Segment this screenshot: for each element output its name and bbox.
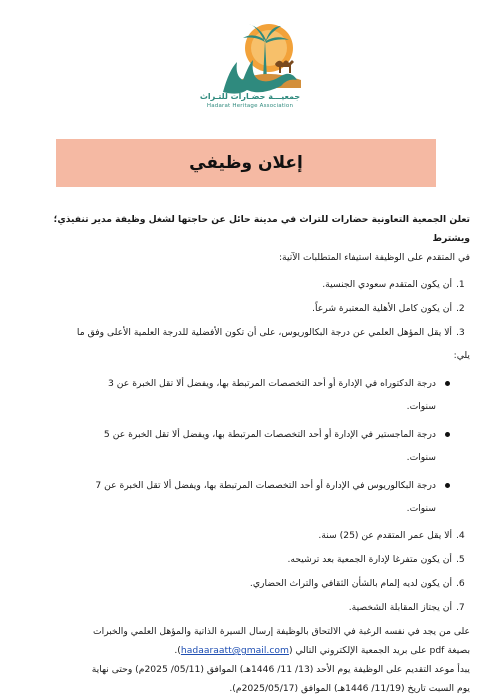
bullet-icon <box>445 483 450 488</box>
requirement-text: أن يجتاز المقابلة الشخصية. <box>348 602 452 613</box>
requirement-text: أن يكون لديه إلمام بالشأن الثقافي والتراث الحضاري. <box>249 578 452 589</box>
requirement-text: أن يكون المتقدم سعودي الجنسية. <box>322 279 452 290</box>
degree-text-continued: سنوات. <box>406 452 436 463</box>
intro-rest-line: في المتقدم على الوظيفة استيفاء المتطلبات الآتية: <box>278 252 470 263</box>
requirement-number: 2. <box>456 303 465 314</box>
requirement-number: 3. <box>456 327 465 338</box>
requirement-text-continued: يلي: <box>453 350 470 361</box>
apply-text-after: ). <box>174 645 181 656</box>
requirement-number: 4. <box>456 530 465 541</box>
requirement-number: 1. <box>456 279 465 290</box>
dates-line: يبدأ موعد التقديم على الوظيفة يوم الأحد (13/ 11/ 1446هـ) الموافق (05/11/ 2025م) وحتى نهاية <box>91 664 470 675</box>
apply-line: على من يجد في نفسه الرغبة في الالتحاق بالوظيفة إرسال السيرة الذاتية والمؤهل العلمي والخبرات <box>93 626 470 637</box>
email-link[interactable]: hadaaraatt@gmail.com <box>180 645 289 656</box>
requirement-text: ألا يقل المؤهل العلمي عن درجة البكالوريوس، على أن تكون الأفضلية للدرجة العلمية الأعلى وفق ما <box>76 327 452 338</box>
intro-bold-line: تعلن الجمعية التعاونية حضارات للتراث في مدينة حائل عن حاجتها لشغل وظيفة مدير تنفيذي؛ ويشترط <box>53 214 470 244</box>
degree-text: درجة البكالوريوس في الإدارة أو أحد التخصصات المرتبطة بها، ويفضل ألا تقل الخبرة عن 7 <box>95 480 436 491</box>
page-title: إعلان وظيفي <box>189 153 303 173</box>
bullet-icon <box>445 432 450 437</box>
requirement-text: ألا يقل عمر المتقدم عن (25) سنة. <box>318 530 452 541</box>
requirement-item <box>30 550 470 569</box>
logo-arabic-name: جمعيـــة حضـارات للتـراث <box>199 92 301 101</box>
title-banner <box>56 139 436 187</box>
bullet-icon <box>445 381 450 386</box>
requirement-number: 7. <box>456 602 465 613</box>
apply-paragraph <box>30 622 470 660</box>
requirement-item <box>30 526 470 545</box>
degree-text-continued: سنوات. <box>406 401 436 412</box>
degree-text: درجة الماجستير في الإدارة أو أحد التخصصات المرتبطة بها، ويفضل ألا تقل الخبرة عن 5 <box>103 429 436 440</box>
announcement-body <box>30 210 470 698</box>
requirement-item <box>30 574 470 593</box>
camel-icon <box>275 60 294 73</box>
degree-item <box>30 374 470 416</box>
degree-text: درجة الدكتوراه في الإدارة أو أحد التخصصات المرتبطة بها، ويفضل ألا تقل الخبرة عن 3 <box>108 378 436 389</box>
logo-english-name: Hadarat Heritage Association <box>206 103 294 109</box>
apply-line <box>30 641 470 660</box>
requirement-text: أن يكون متفرغا لإدارة الجمعية بعد ترشيحه. <box>287 554 452 565</box>
intro-paragraph <box>30 210 470 267</box>
requirement-item <box>30 323 470 365</box>
degree-item <box>30 476 470 518</box>
degree-text-continued: سنوات. <box>406 503 436 514</box>
requirement-item <box>30 275 470 294</box>
degree-item <box>30 425 470 467</box>
requirement-text: أن يكون كامل الأهلية المعتبرة شرعاً. <box>312 303 452 314</box>
dates-paragraph <box>30 660 470 698</box>
requirement-item <box>30 598 470 617</box>
apply-text-before: بصيغة pdf على بريد الجمعية الإلكتروني التالي ( <box>288 645 470 656</box>
dates-line: يوم السبت تاريخ (11/19/ 1446هـ) الموافق (2025/05/17م). <box>229 683 470 694</box>
requirement-number: 6. <box>456 578 465 589</box>
requirement-number: 5. <box>456 554 465 565</box>
requirement-item <box>30 299 470 318</box>
